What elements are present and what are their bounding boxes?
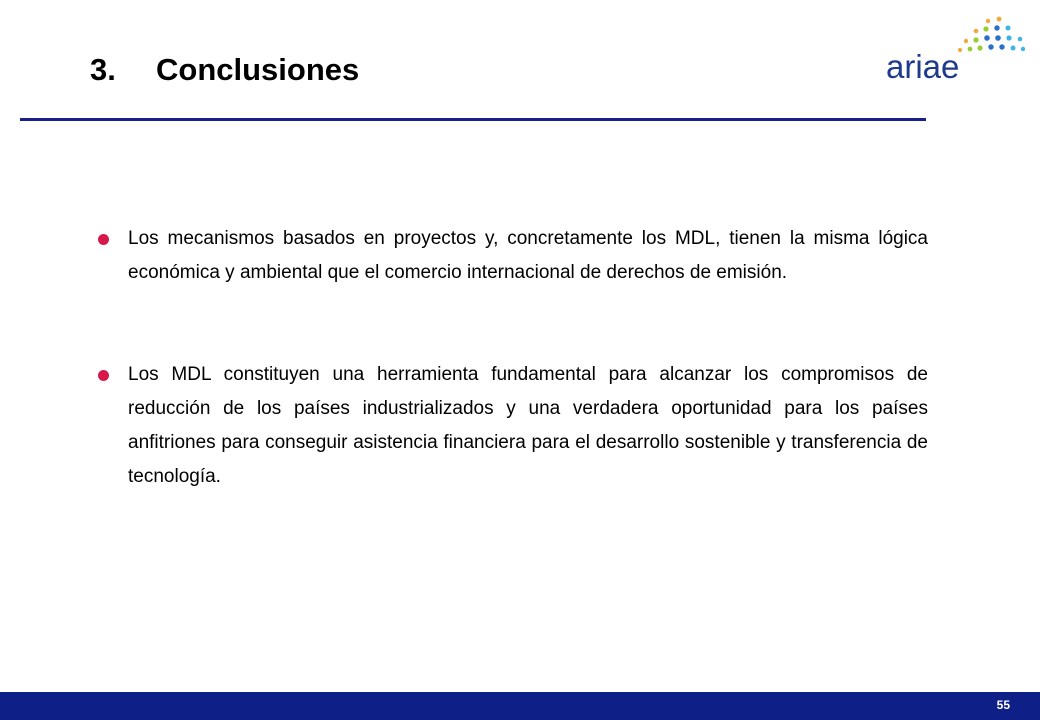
ariae-logo [880,14,1030,94]
bullet-item [98,222,928,290]
title-divider [20,118,926,121]
bullet-dot-icon [98,370,109,381]
bullet-text: Los mecanismos basados en proyectos y, concretamente los MDL, tienen la misma lógica económica y ambiental que el comercio internacional de derechos de emisión. [128,228,928,283]
footer-bar [0,692,1040,720]
logo-wordmark: ariae [886,48,960,85]
page-number: 55 [996,698,1010,712]
bullet-item [98,358,928,494]
section-title-text: Conclusiones [156,52,360,87]
section-number: 3. [90,52,116,87]
slide-title [90,52,359,88]
bullet-text: Los MDL constituyen una herramienta fundamental para alcanzar los compromisos de reducción de los países industrializados y una verdadera oportunidad para los países anfitriones para conseguir asistencia financiera para el desarrollo sostenible y transferencia de tecnología. [128,364,928,487]
bullet-list [98,222,928,494]
bullet-dot-icon [98,234,109,245]
